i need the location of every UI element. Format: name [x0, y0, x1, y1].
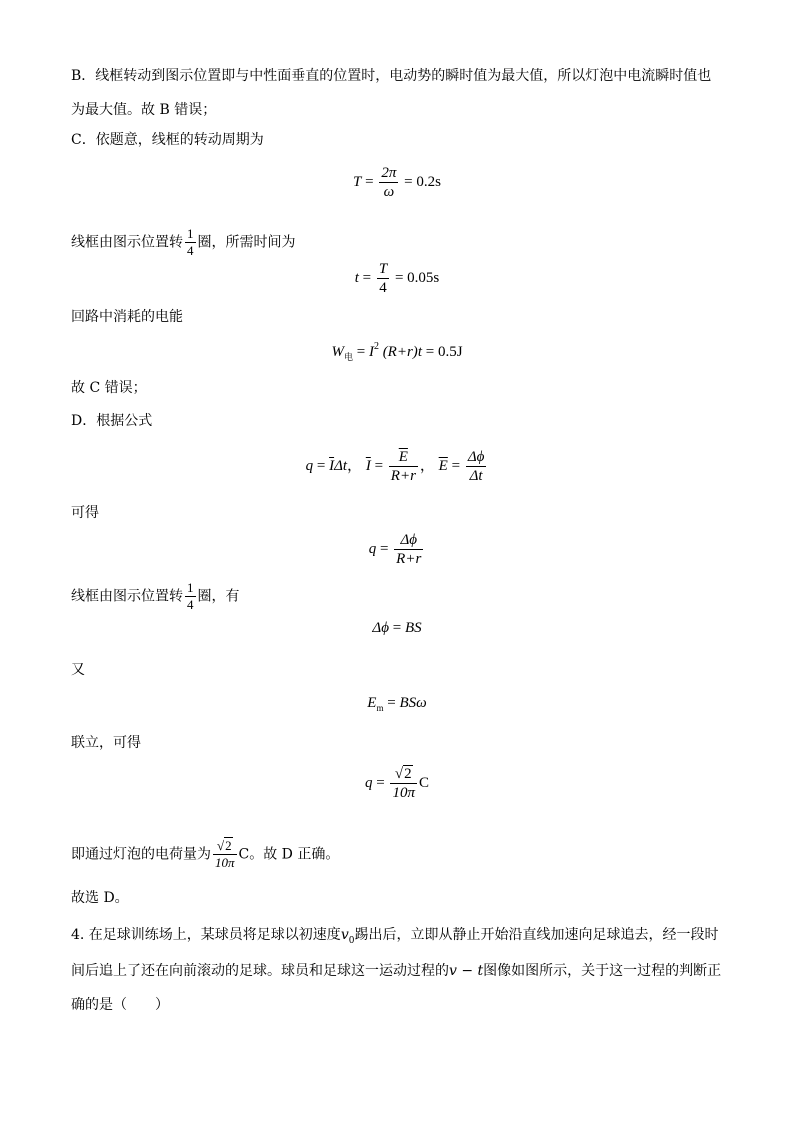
q-equation: q = $\frac{\Delta\phi}{R+r}$ [368, 532, 422, 567]
period-denominator: ω [383, 184, 395, 200]
dphi-num: Δϕ [467, 449, 485, 465]
energy-lhs: W [331, 344, 344, 360]
rotate-quarter-prefix-2: 线框由图示位置转 [71, 588, 183, 605]
time-lhs: t [354, 269, 359, 286]
period-lhs: T [353, 173, 362, 190]
dt-den: Δt [469, 468, 483, 484]
rotate-quarter-line-2 [71, 580, 240, 613]
em-equation: $E_m = BS\omega$ [367, 695, 427, 713]
i-bar: $\overline{I}$ [329, 457, 335, 474]
em-sub: m [376, 703, 384, 713]
q4-line1-b: 踢出后，立即从静止开始沿直线加速向足球追去，经一段时 [354, 927, 719, 943]
combine-text: 联立，可得 [71, 735, 141, 751]
e-bar-num: $\overline{E}$ [389, 448, 418, 467]
energy-sub: 电 [343, 352, 353, 362]
r-sum-den: R+r [390, 468, 416, 484]
option-c-intro: C．依题意，线框的转动周期为 [71, 132, 264, 148]
time-numerator: T [378, 261, 388, 277]
q4-line2-b: 图像如图所示，关于这一过程的判断正 [483, 963, 722, 979]
i-bar-2: $\overline{I}$ [365, 457, 371, 474]
q-result-equation: q = $\frac{√2}{10\pi}$ C [365, 766, 429, 801]
energy-value: 0.5J [437, 344, 463, 360]
rotate-quarter-line [71, 226, 296, 259]
charge-prefix: 即通过灯泡的电荷量为 [71, 846, 211, 863]
rotate-quarter-suffix: 圈，所需时间为 [197, 234, 296, 251]
option-b-text-line2: 为最大值。故 B 错误； [71, 102, 217, 118]
q-result-num: √2 [390, 765, 417, 784]
energy-current: I [368, 344, 374, 360]
time-equation: t = $\frac{T}{4}$ = 0.05s [354, 261, 440, 296]
q-den: R+r [396, 551, 422, 567]
quarter-den: 4 [187, 243, 194, 258]
flux-change-equation: Δϕ = BS [372, 620, 422, 636]
quarter-den-2: 4 [187, 597, 194, 612]
period-fraction [379, 164, 398, 201]
q-lhs: q [368, 540, 377, 557]
question-4-line2 [71, 961, 721, 981]
charge-inline-den: 10π [215, 855, 235, 870]
delta-t: Δt [334, 457, 348, 474]
period-equation: T = $\frac{2\pi}{\omega}$ = 0.2s [353, 165, 441, 200]
v0-symbol: v [340, 927, 349, 943]
charge-inline-num: √2 [213, 838, 237, 855]
option-d-intro: D．根据公式 [71, 413, 153, 429]
e-fraction [466, 448, 487, 485]
flux-lhs: Δϕ [372, 620, 389, 636]
option-c-conclusion: 故 C 错误； [71, 380, 147, 396]
time-fraction [377, 260, 389, 297]
charge-unit: C [238, 846, 250, 863]
time-denominator: 4 [379, 280, 387, 296]
also-text: 又 [71, 662, 85, 678]
energy-square: 2 [373, 341, 379, 352]
q-result-fraction [390, 765, 417, 802]
time-value: 0.05s [407, 269, 440, 286]
can-get-1: 可得 [71, 505, 99, 521]
period-numerator: 2π [381, 165, 397, 181]
q-fraction [394, 531, 423, 568]
rotate-quarter-prefix: 线框由图示位置转 [71, 234, 183, 251]
question-4-line3: 确的是（ ） [71, 997, 169, 1013]
quarter-fraction-2 [185, 580, 196, 613]
q-symbol: q [305, 457, 314, 474]
question-4-line1 [71, 925, 718, 951]
choose-answer: 故选 D。 [71, 890, 129, 906]
quarter-fraction [185, 226, 196, 259]
energy-intro: 回路中消耗的电能 [71, 309, 183, 325]
charge-inline-radicand: 2 [225, 838, 232, 853]
quarter-num-2: 1 [187, 580, 194, 595]
charge-conclusion-line [71, 838, 339, 871]
q-result-unit: C [418, 774, 429, 791]
e-bar: $\overline{E}$ [438, 457, 448, 474]
q4-line1-a: 4. 在足球训练场上，某球员将足球以初速度 [71, 927, 341, 943]
charge-formula-equation: $q = \overline{I}\Delta t$， $\overline{I}$ = $\frac{\overline{E}}{R+r}$ ， $\overline{E}$ = $\frac{\Delta\phi}{\Delta t}$ [305, 449, 485, 484]
i-fraction [389, 448, 418, 485]
v0-sub: 0 [348, 936, 355, 946]
energy-resistance: (R+r) [382, 344, 418, 360]
em-rhs: BSω [399, 695, 427, 711]
q-result-lhs: q [365, 774, 373, 791]
flux-rhs: BS [404, 620, 422, 636]
period-value: 0.2s [416, 173, 441, 190]
energy-equation: $W_电 = I^2$ (R+r)t = 0.5J [331, 341, 463, 362]
q4-line2-a: 间后追上了还在向前滚动的足球。球员和足球这一运动过程的 [71, 963, 449, 979]
quarter-num: 1 [187, 226, 194, 241]
vt-symbol: v − t [449, 963, 484, 979]
q-result-den: 10π [392, 785, 415, 801]
option-b-text-line1: B．线框转动到图示位置即与中性面垂直的位置时，电动势的瞬时值为最大值，所以灯泡中电流瞬时值也 [71, 68, 712, 84]
rotate-quarter2-suffix: 圈，有 [197, 588, 240, 605]
em-e: E [367, 695, 377, 711]
charge-inline-fraction [213, 838, 237, 871]
sqrt-radicand: 2 [404, 766, 412, 782]
charge-suffix: 。故 D 正确。 [249, 846, 340, 863]
energy-time: t [417, 344, 422, 360]
q-num: Δϕ [394, 531, 423, 550]
